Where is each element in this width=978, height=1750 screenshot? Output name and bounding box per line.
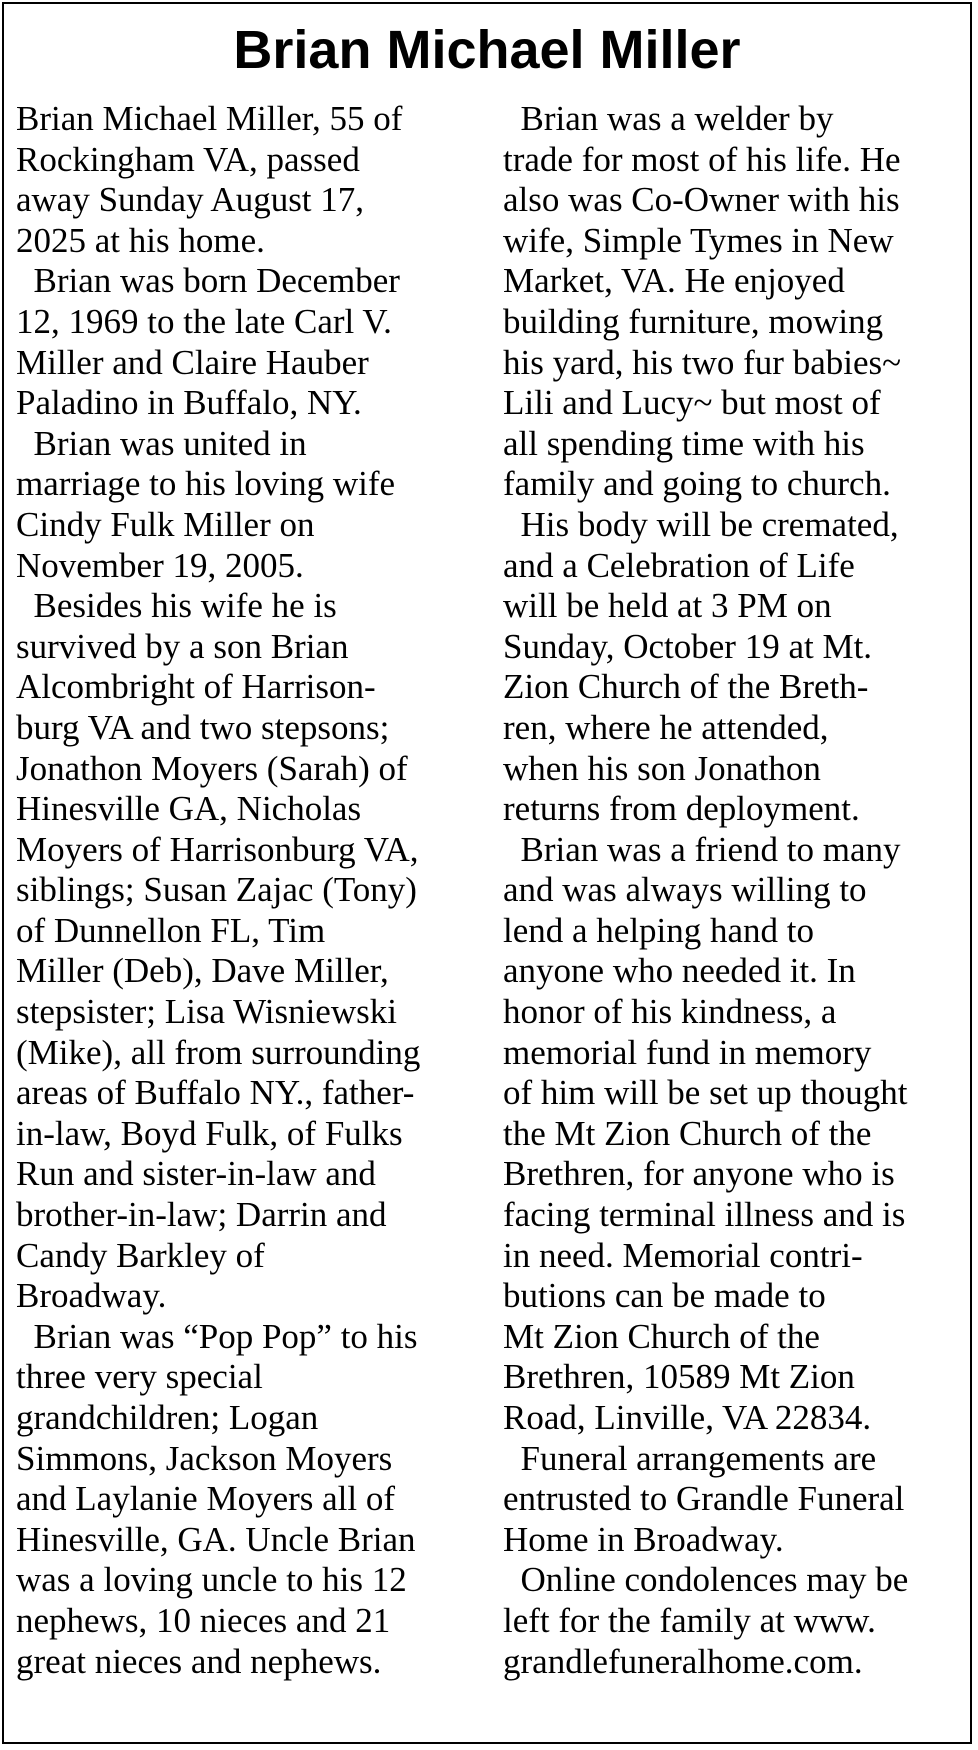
text-line: grandlefuneralhome.com. <box>503 1641 863 1681</box>
text-line: memorial fund in memory <box>503 1032 872 1072</box>
text-line: anyone who needed it. In <box>503 951 856 991</box>
text-line: lend a helping hand to <box>503 910 815 950</box>
text-line: wife, Simple Tymes in New <box>503 220 894 260</box>
text-line: survived by a son Brian <box>16 626 349 666</box>
text-line: trade for most of his life. He <box>503 139 901 179</box>
text-line: of Dunnellon FL, Tim <box>16 910 326 950</box>
text-line: Rockingham VA, passed <box>16 139 360 179</box>
text-line: will be held at 3 PM on <box>503 586 832 626</box>
obituary-title: Brian Michael Miller <box>233 20 741 80</box>
text-line: Moyers of Harrisonburg VA, <box>16 829 419 869</box>
text-line: Funeral arrangements are <box>503 1438 877 1478</box>
text-line: Besides his wife he is <box>16 586 337 626</box>
text-line: Mt Zion Church of the <box>503 1316 820 1356</box>
text-line: in-law, Boyd Fulk, of Fulks <box>16 1113 403 1153</box>
text-line: Simmons, Jackson Moyers <box>16 1438 393 1478</box>
text-line: Jonathon Moyers (Sarah) of <box>16 748 408 788</box>
text-line: 2025 at his home. <box>16 220 265 260</box>
text-line: Online condolences may be <box>503 1560 909 1600</box>
text-line: Hinesville, GA. Uncle Brian <box>16 1519 416 1559</box>
obituary-column-left <box>16 99 486 1682</box>
text-line: of him will be set up thought <box>503 1073 908 1113</box>
text-line: His body will be cremated, <box>503 504 899 544</box>
text-line: family and going to church. <box>503 464 891 504</box>
text-line: Brian was “Pop Pop” to his <box>16 1316 418 1356</box>
text-line: Brethren, for anyone who is <box>503 1154 895 1194</box>
text-line: Hinesville GA, Nicholas <box>16 789 362 829</box>
text-line: facing terminal illness and is <box>503 1195 906 1235</box>
text-line: ren, where he attended, <box>503 707 829 747</box>
text-line: 12, 1969 to the late Carl V. <box>16 301 392 341</box>
text-line: Brian was a friend to many <box>503 829 901 869</box>
text-line: areas of Buffalo NY., father- <box>16 1073 415 1113</box>
text-line: all spending time with his <box>503 423 865 463</box>
text-line: Broadway. <box>16 1276 167 1316</box>
obituary-column-right <box>503 99 965 1682</box>
text-line: Cindy Fulk Miller on <box>16 504 315 544</box>
text-line: November 19, 2005. <box>16 545 304 585</box>
text-line: three very special <box>16 1357 263 1397</box>
text-line: left for the family at www. <box>503 1600 876 1640</box>
text-line: the Mt Zion Church of the <box>503 1113 872 1153</box>
text-line: butions can be made to <box>503 1276 826 1316</box>
text-line: Paladino in Buffalo, NY. <box>16 383 362 423</box>
text-line: (Mike), all from surrounding <box>16 1032 421 1072</box>
text-line: Lili and Lucy~ but most of <box>503 383 881 423</box>
text-line: grandchildren; Logan <box>16 1398 319 1437</box>
text-line: when his son Jonathon <box>503 748 821 788</box>
text-line: entrusted to Grandle Funeral <box>503 1479 905 1519</box>
text-line: siblings; Susan Zajac (Tony) <box>16 870 417 910</box>
text-line: away Sunday August 17, <box>16 180 365 220</box>
text-line: Zion Church of the Breth- <box>503 667 869 707</box>
obituary-frame <box>2 2 972 1744</box>
text-line: brother-in-law; Darrin and <box>16 1195 387 1235</box>
text-line: Run and sister-in-law and <box>16 1154 376 1194</box>
text-line: building furniture, mowing <box>503 301 884 341</box>
text-line: great nieces and nephews. <box>16 1641 382 1681</box>
text-line: Miller (Deb), Dave Miller, <box>16 951 389 991</box>
text-line: returns from deployment. <box>503 789 860 829</box>
text-line: was a loving uncle to his 12 <box>16 1560 407 1600</box>
text-line: Market, VA. He enjoyed <box>503 261 845 301</box>
text-line: stepsister; Lisa Wisniewski <box>16 992 397 1032</box>
text-line: in need. Memorial contri- <box>503 1235 863 1275</box>
text-line: also was Co-Owner with his <box>503 180 900 220</box>
text-line: and a Celebration of Life <box>503 545 855 585</box>
text-line: Brian was united in <box>16 423 307 463</box>
text-line: Brian Michael Miller, 55 of <box>16 99 403 138</box>
text-line: and was always willing to <box>503 870 867 910</box>
text-line: marriage to his loving wife <box>16 464 396 504</box>
text-line: Alcombright of Harrison- <box>16 667 376 707</box>
text-line: burg VA and two stepsons; <box>16 707 390 747</box>
text-line: Sunday, October 19 at Mt. <box>503 626 873 666</box>
text-line: and Laylanie Moyers all of <box>16 1479 396 1519</box>
text-line: Miller and Claire Hauber <box>16 342 369 382</box>
text-line: Candy Barkley of <box>16 1235 265 1275</box>
text-line: Brian was a welder by <box>503 99 834 138</box>
text-line: Home in Broadway. <box>503 1519 784 1559</box>
text-line: Brian was born December <box>16 261 400 301</box>
text-line: nephews, 10 nieces and 21 <box>16 1600 391 1640</box>
text-line: Road, Linville, VA 22834. <box>503 1398 872 1437</box>
text-line: his yard, his two fur babies~ <box>503 342 902 382</box>
text-line: honor of his kindness, a <box>503 992 837 1032</box>
text-line: Brethren, 10589 Mt Zion <box>503 1357 855 1397</box>
